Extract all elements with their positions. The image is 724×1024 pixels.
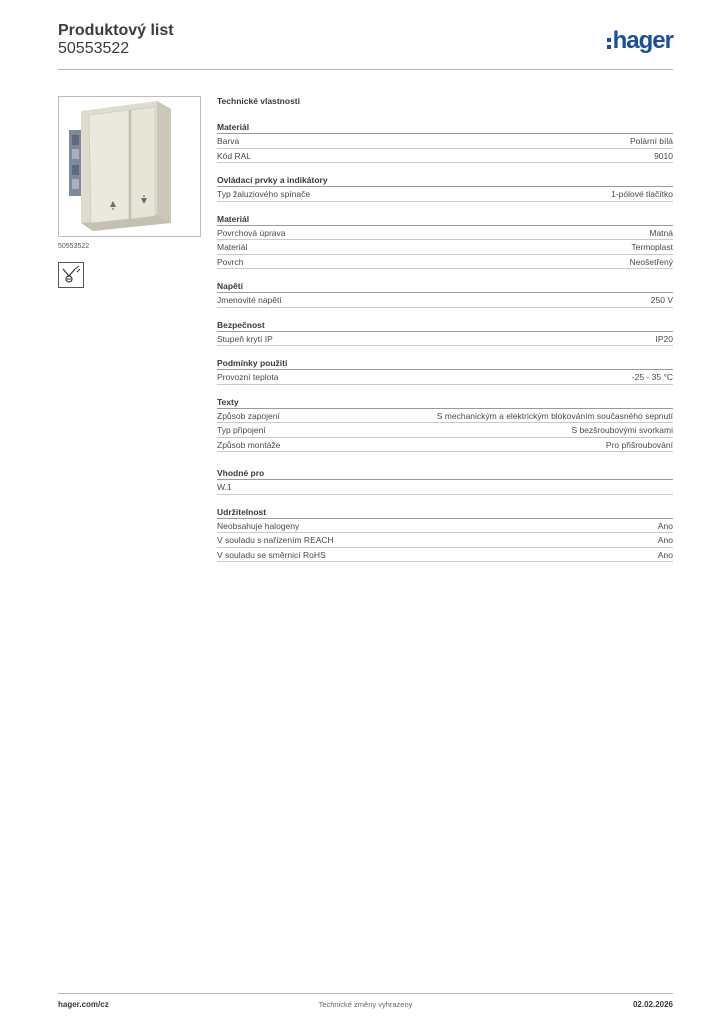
spec-value: Neošetřený	[629, 256, 673, 267]
section-title: Materiál	[217, 120, 673, 134]
spec-value: 1-pólové tlačítko	[611, 189, 673, 199]
section-title: Texty	[217, 395, 673, 409]
screw-mount-icon	[58, 262, 84, 288]
footer-note: Technické změny vyhrazeny	[318, 1000, 413, 1009]
spec-value: S bezšroubovými svorkami	[571, 425, 673, 435]
spec-label: Způsob montáže	[217, 439, 281, 450]
spec-row	[217, 480, 673, 495]
spec-value: Ano	[657, 520, 673, 531]
spec-section	[217, 212, 673, 270]
spec-value: Termoplast	[631, 242, 673, 252]
section-title: Bezpečnost	[217, 318, 673, 332]
section-title: Podmínky použití	[217, 356, 673, 370]
section-title: Udržitelnost	[217, 505, 673, 519]
spec-value: 9010	[654, 150, 673, 161]
spec-row	[217, 370, 673, 385]
spec-row	[217, 226, 673, 241]
spec-row	[217, 548, 673, 563]
spec-section	[217, 279, 673, 308]
spec-value: IP20	[655, 333, 673, 344]
section-title: Vhodné pro	[217, 466, 673, 480]
spec-section	[217, 395, 673, 453]
spec-value: Pro přišroubování	[605, 439, 673, 450]
spec-label: Materiál	[217, 242, 248, 252]
spec-label: Jmenovité napětí	[217, 295, 282, 305]
spec-label: Kód RAL	[217, 150, 252, 161]
spec-section	[217, 466, 673, 495]
spec-label: V souladu se směrnicí RoHS	[217, 549, 326, 560]
spec-row	[217, 134, 673, 149]
product-image	[58, 96, 201, 237]
spec-row	[217, 240, 673, 255]
product-number: 50553522	[58, 40, 130, 57]
spec-value: Matná	[649, 227, 673, 238]
spec-value: S mechanickým a elektrickým blokováním současného sepnutí	[436, 410, 673, 421]
spec-row	[217, 533, 673, 548]
spec-label: Typ připojení	[217, 425, 266, 435]
spec-label: Povrch	[217, 256, 244, 267]
logo-text: hager	[612, 27, 673, 54]
spec-section	[217, 318, 673, 347]
section-title: Napětí	[217, 279, 673, 293]
product-image-caption: 50553522	[58, 243, 90, 250]
spec-row	[217, 409, 673, 424]
spec-row	[217, 149, 673, 164]
spec-label: Typ žaluziového spínače	[217, 189, 311, 199]
spec-row	[217, 423, 673, 438]
spec-label: Způsob zapojení	[217, 410, 280, 421]
spec-label: V souladu s nařízením REACH	[217, 535, 334, 545]
spec-row	[217, 255, 673, 270]
spec-value: Ano	[657, 549, 673, 560]
spec-value: -25 - 35 °C	[631, 372, 673, 382]
spec-row	[217, 332, 673, 347]
spec-section	[217, 120, 673, 163]
spec-label: Provozní teplota	[217, 372, 279, 382]
double-rocker-switch-illustration	[59, 97, 200, 236]
spec-row	[217, 438, 673, 453]
spec-section	[217, 173, 673, 202]
spec-label: W.1	[217, 482, 232, 492]
spec-section	[217, 356, 673, 385]
specs-title: Technické vlastnosti	[217, 96, 300, 106]
document-title: Produktový list	[58, 22, 174, 39]
spec-label: Barva	[217, 136, 240, 146]
page-footer	[58, 993, 673, 1013]
spec-value: Ano	[657, 535, 673, 545]
spec-row	[217, 519, 673, 534]
spec-label: Povrchová úprava	[217, 227, 286, 238]
spec-row	[217, 293, 673, 308]
section-title: Ovládací prvky a indikátory	[217, 173, 673, 187]
spec-row	[217, 187, 673, 202]
logo-dots-icon	[607, 38, 611, 49]
spec-label: Neobsahuje halogeny	[217, 520, 300, 531]
hager-logo[interactable]	[607, 28, 673, 54]
spec-value: Polární bílá	[630, 136, 673, 146]
section-title: Materiál	[217, 212, 673, 226]
spec-value: 250 V	[650, 295, 673, 305]
spec-section	[217, 505, 673, 563]
spec-label: Stupeň krytí IP	[217, 333, 273, 344]
footer-website-link[interactable]: hager.com/cz	[58, 1000, 109, 1009]
technical-specifications	[217, 96, 673, 562]
footer-date: 02.02.2026	[632, 1000, 673, 1009]
page-header	[58, 20, 673, 70]
